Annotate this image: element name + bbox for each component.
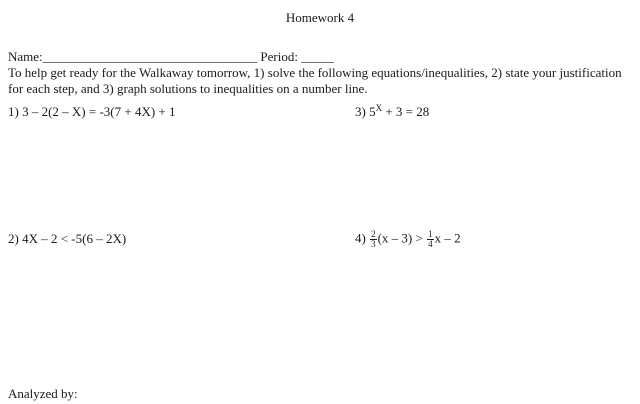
period-blank: _____ bbox=[301, 49, 334, 64]
name-label: Name: bbox=[8, 49, 43, 64]
fraction-two-thirds bbox=[370, 230, 377, 249]
name-blank: _________________________________ bbox=[42, 49, 258, 64]
problem-2: 2) 4X – 2 < -5(6 – 2X) bbox=[8, 231, 127, 246]
instructions-text: To help get ready for the Walkaway tomorrow, 1) solve the following equations/inequalities, 2) state your justification for each step, and 3) graph solutions to inequalities on a number line. bbox=[8, 65, 622, 96]
analyzed-by-label: Analyzed by: bbox=[8, 386, 78, 401]
problem-4-suffix: x – 2 bbox=[434, 230, 461, 246]
fraction-2-denominator: 4 bbox=[428, 239, 433, 249]
fraction-2-numerator: 1 bbox=[428, 229, 433, 239]
name-period-row bbox=[8, 49, 334, 64]
fraction-1-denominator: 3 bbox=[371, 239, 376, 249]
fraction-one-quarter bbox=[427, 230, 434, 249]
period-label: Period: bbox=[260, 49, 298, 64]
problem-4-middle: (x – 3) > bbox=[377, 230, 427, 246]
problem-3-exponent: X bbox=[375, 103, 383, 113]
fraction-1-numerator: 2 bbox=[371, 229, 376, 239]
problem-1: 1) 3 – 2(2 – X) = -3(7 + 4X) + 1 bbox=[8, 104, 176, 119]
problem-4 bbox=[355, 230, 461, 249]
problem-3-suffix: + 3 = 28 bbox=[382, 104, 430, 119]
problem-3-prefix: 3) 5 bbox=[355, 104, 376, 119]
problem-4-prefix: 4) bbox=[355, 230, 370, 246]
problem-3 bbox=[355, 104, 429, 119]
page-title: Homework 4 bbox=[285, 10, 355, 25]
